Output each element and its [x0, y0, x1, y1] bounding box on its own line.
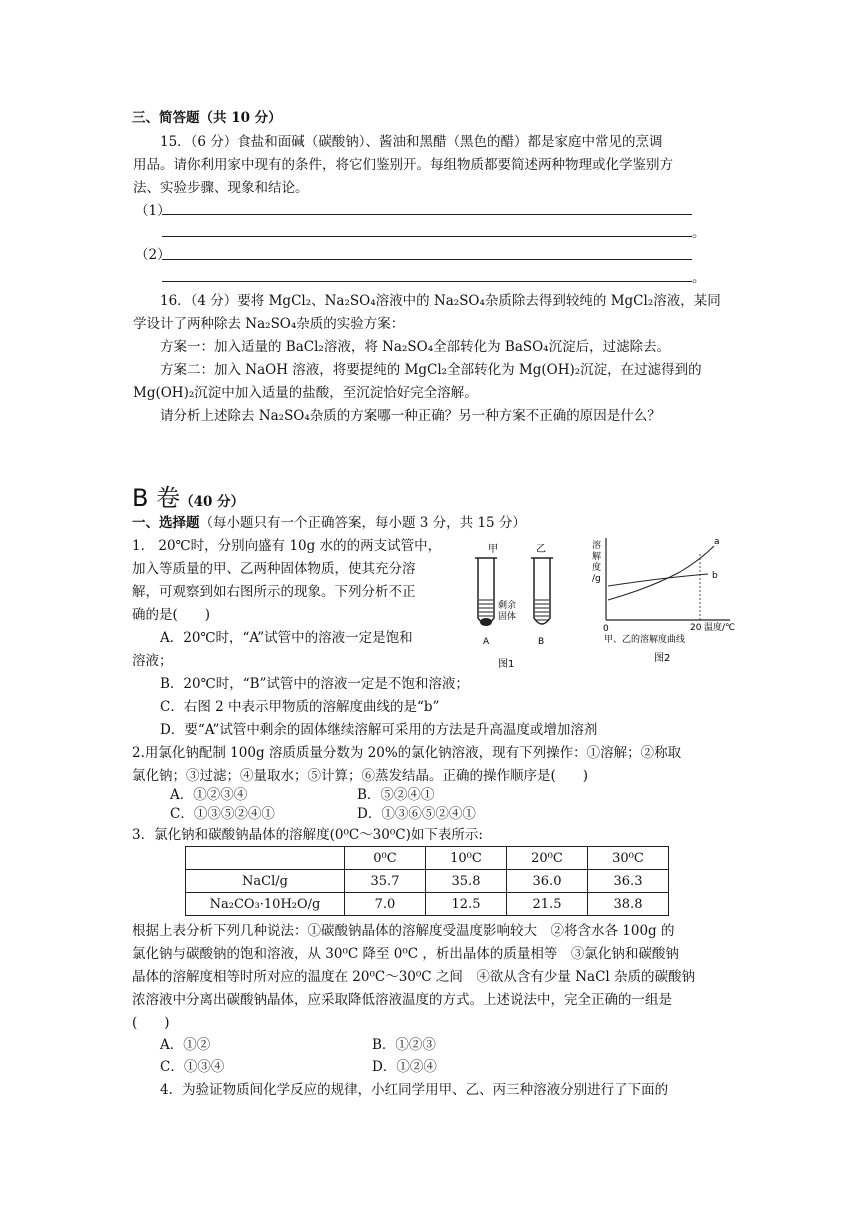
table-row: [186, 870, 669, 893]
b-paper-score: （40 分）: [180, 494, 245, 510]
q1-option-a-cont: 溶液；: [132, 653, 173, 669]
q2-line1: 2.用氯化钠配制 100g 溶质质量分数为 20%的氯化钠溶液，现有下列操作：①溶解；②称取: [132, 745, 682, 761]
fig1-tube-b-label: B: [538, 637, 545, 647]
fig2-x-unit: 温度/℃: [704, 623, 736, 633]
q2-line2: 氯化钠；③过滤；④量取水；⑤计算；⑥蒸发结晶。正确的操作顺序是( ): [132, 768, 589, 784]
answer2-line-a: [162, 259, 692, 260]
q16-line1: 16．（4 分）要将 MgCl₂、Na₂SO₄溶液中的 Na₂SO₄杂质除去得到较纯的 MgCl₂溶液，某同: [160, 293, 721, 309]
fig1-label-yi: 乙: [536, 544, 546, 555]
q16-plan2: 方案二：加入 NaOH 溶液，将要提纯的 MgCl₂全部转化为 Mg(OH)₂沉淀，在过滤得到的: [160, 362, 702, 378]
q15-line2: 用品。请你利用家中现有的条件，将它们鉴别开。每组物质都要简述两种物理或化学鉴别方: [133, 157, 673, 173]
q15-line1: 15．（6 分）食盐和面碱（碳酸钠）、酱油和黑醋（黑色的醋）都是家庭中常见的烹调: [160, 134, 663, 150]
q15-line3: 法、实验步骤、现象和结论。: [133, 180, 309, 196]
table-header-cell: 10⁰C: [426, 847, 507, 870]
q16-line2: 学设计了两种除去 Na₂SO₄杂质的实验方案：: [133, 316, 405, 332]
q3-text-line1: 根据上表分析下列几种说法：①碳酸钠晶体的溶解度受温度影响较大 ②将含水各 100g 的: [132, 923, 675, 939]
q16-question: 请分析上述除去 Na₂SO₄杂质的方案哪一种正确？另一种方案不正确的原因是什么？: [160, 408, 661, 424]
q3-option-d: D．①②④: [372, 1059, 437, 1075]
q1-line4: 确的是( ): [132, 607, 211, 623]
fig1-label-jia: 甲: [488, 544, 498, 555]
b-paper-title: B 卷（40 分）: [132, 484, 245, 512]
q1-line2: 加入等质量的甲、乙两种固体物质，使其充分溶: [132, 561, 416, 577]
q1-option-c: C．右图 2 中表示甲物质的溶解度曲线的是“b”: [160, 699, 440, 715]
answer1-line-a: [162, 214, 692, 215]
fig1-tube-b: [534, 558, 550, 624]
answer2-end: 。: [692, 270, 706, 286]
table-cell: 36.0: [507, 870, 588, 893]
fig1-label-solid: 剩余: [498, 601, 517, 611]
fig2-curve-a: [608, 546, 714, 600]
table-header-cell: 30⁰C: [588, 847, 669, 870]
fig2-title: 甲、乙的溶解度曲线: [604, 635, 686, 645]
q1-line3: 解，可观察到如右图所示的现象。下列分析不正: [132, 584, 416, 600]
fig2-curve-a-label: a: [714, 537, 720, 547]
solubility-table: [185, 846, 669, 916]
fig2-x0-label: 0: [603, 624, 609, 634]
fig2-curve-b-label: b: [712, 571, 718, 581]
q3-intro: 3．氯化钠和碳酸钠晶体的溶解度(0⁰C～30⁰C)如下表所示:: [132, 827, 483, 843]
fig2-ylabel-4: /g: [592, 574, 601, 584]
answer1-line-b: [162, 236, 692, 237]
q1-option-b: B．20℃时，“B”试管中的溶液一定是不饱和溶液；: [160, 676, 469, 692]
table-cell: 7.0: [345, 893, 426, 916]
q4-line1: 4．为验证物质间化学反应的规律，小红同学用甲、乙、丙三种溶液分别进行了下面的: [160, 1082, 669, 1098]
table-cell: 35.8: [426, 870, 507, 893]
q1-option-a: A．20℃时，“A”试管中的溶液一定是饱和: [160, 630, 413, 646]
fig1-tube-a: [478, 558, 494, 624]
table-cell: Na₂CO₃·10H₂O/g: [186, 893, 345, 916]
table-row: [186, 893, 669, 916]
fig1-caption: 图1: [498, 659, 515, 670]
fig2-caption: 图2: [654, 653, 671, 664]
table-cell: 38.8: [588, 893, 669, 916]
answer1-end: 。: [692, 225, 706, 241]
answer2-label: （2）: [135, 247, 171, 263]
q3-text-line2: 氯化钠与碳酸钠的饱和溶液，从 30⁰C 降至 0⁰C ，析出晶体的质量相等 ③氯化钠和碳酸钠: [132, 946, 679, 962]
q1-option-d: D．要“A”试管中剩余的固体继续溶解可采用的方法是升高温度或增加溶剂: [160, 722, 598, 738]
fig1-label-solid2: 固体: [498, 612, 517, 622]
q3-option-a: A．①②: [160, 1037, 211, 1053]
table-header-row: [186, 847, 669, 870]
answer1-label: （1）: [135, 203, 171, 219]
q2-option-d: D．①③⑥⑤②④①: [357, 806, 476, 822]
fig2-ylabel-3: 度: [592, 563, 602, 573]
table-header-cell: 20⁰C: [507, 847, 588, 870]
fig2-ylabel-1: 溶: [592, 541, 602, 551]
table-cell: 36.3: [588, 870, 669, 893]
q2-option-a: A．①②③④: [170, 787, 248, 803]
q16-plan1: 方案一：加入适量的 BaCl₂溶液，将 Na₂SO₄全部转化为 BaSO₄沉淀后，过滤除去。: [160, 339, 671, 355]
q16-plan2-cont: Mg(OH)₂沉淀中加入适量的盐酸，至沉淀恰好完全溶解。: [133, 385, 478, 401]
table-cell: 35.7: [345, 870, 426, 893]
table-cell: 21.5: [507, 893, 588, 916]
fig1-remaining-solid: [480, 618, 492, 626]
table-header-cell: 0⁰C: [345, 847, 426, 870]
fig1-tube-a-label: A: [483, 637, 490, 647]
figure1-test-tubes: [470, 540, 570, 672]
q2-option-b: B．⑤②④①: [357, 787, 435, 803]
q3-option-b: B．①②③: [372, 1037, 436, 1053]
table-cell: 12.5: [426, 893, 507, 916]
answer2-line-b: [162, 281, 692, 282]
q2-option-c: C．①③⑤②④①: [170, 806, 275, 822]
table-cell: NaCl/g: [186, 870, 345, 893]
fig2-ylabel-2: 解: [592, 552, 602, 562]
q3-text-line5: ( ): [132, 1015, 170, 1031]
q3-text-line3: 晶体的溶解度相等时所对应的温度在 20⁰C～30⁰C 之间 ④欲从含有少量 NaCl 杂质的碳酸钠: [132, 969, 696, 985]
q3-text-line4: 浓溶液中分离出碳酸钠晶体，应采取降低溶液温度的方式。上述说法中，完全正确的一组是: [132, 992, 672, 1008]
section3-heading: 三、简答题（共 10 分）: [132, 110, 282, 126]
q3-option-c: C．①③④: [160, 1059, 225, 1075]
fig2-curve-b: [608, 574, 708, 586]
b-section1-heading: 一、选择题（每小题只有一个正确答案，每小题 3 分，共 15 分）: [132, 515, 526, 531]
table-header-cell: [186, 847, 345, 870]
fig2-x20-label: 20: [690, 623, 702, 633]
figure2-solubility-curves: [590, 534, 755, 674]
q1-line1: 1． 20℃时，分别向盛有 10g 水的的两支试管中，: [132, 538, 442, 554]
